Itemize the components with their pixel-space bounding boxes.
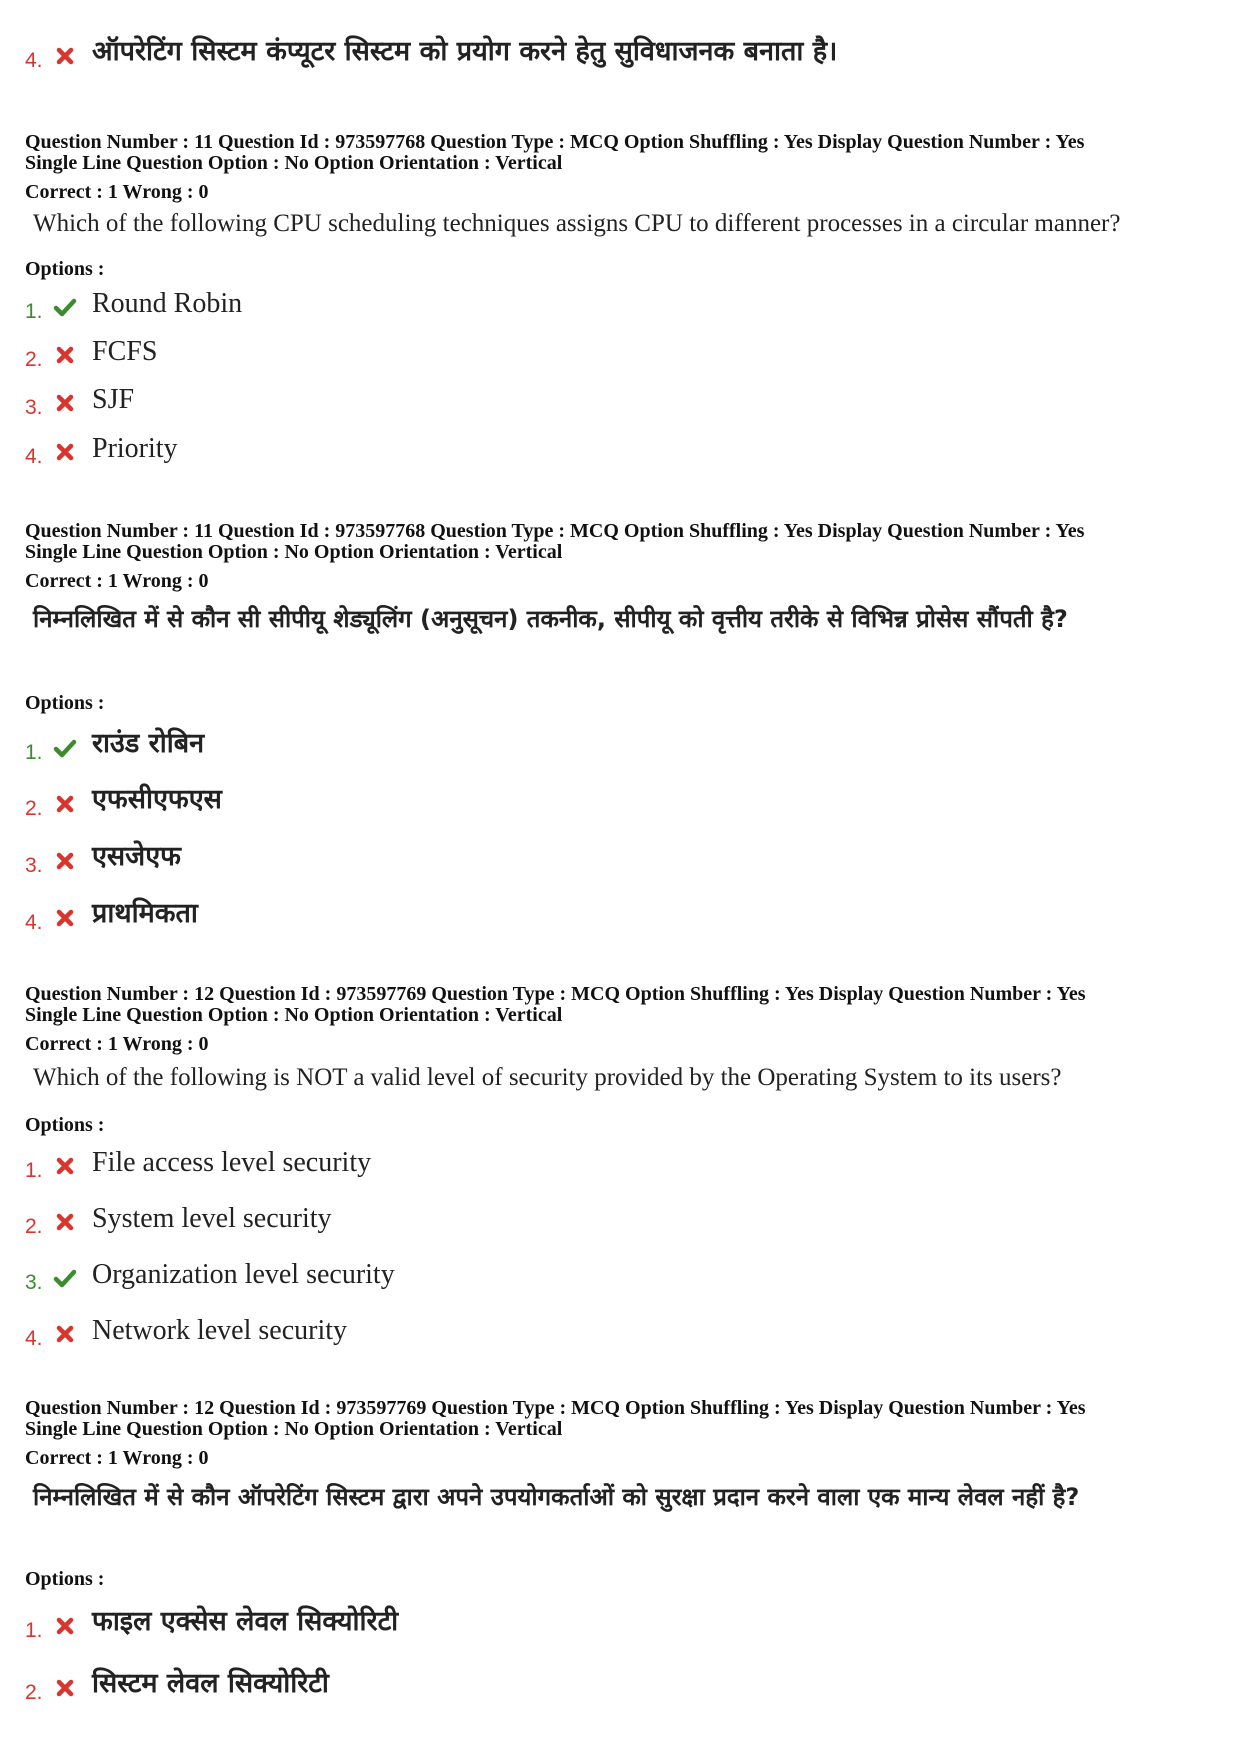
option-text: राउंड रोबिन xyxy=(92,728,205,759)
option-row xyxy=(0,30,1240,74)
option-number: 1. xyxy=(25,300,43,323)
option-row xyxy=(0,1196,1240,1240)
question-meta-line: Question Number : 12 Question Id : 973597769 Question Type : MCQ Option Shuffling : Yes Display Question Number : Yes xyxy=(25,983,1086,1005)
cross-icon xyxy=(53,440,77,464)
option-row xyxy=(0,1308,1240,1352)
cross-icon xyxy=(53,1322,77,1346)
option-number: 2. xyxy=(25,1681,43,1704)
question-text: निम्नलिखित में से कौन ऑपरेटिंग सिस्टम द्वारा अपने उपयोगकर्ताओं को सुरक्षा प्रदान करने वाला एक मान्य लेवल नहीं है? xyxy=(33,1483,1080,1511)
question-meta-line: Single Line Question Option : No Option Orientation : Vertical xyxy=(25,1004,563,1026)
option-text: FCFS xyxy=(92,336,158,367)
option-number: 4. xyxy=(25,911,43,934)
cross-icon xyxy=(53,1614,77,1638)
option-row xyxy=(0,778,1240,822)
question-text: निम्नलिखित में से कौन सी सीपीयू शेड्यूलिंग (अनुसूचन) तकनीक, सीपीयू को वृत्तीय तरीके से विभिन्न प्रोसेस सौंपती है? xyxy=(33,605,1068,633)
option-number: 2. xyxy=(25,348,43,371)
option-row xyxy=(0,329,1240,373)
option-row xyxy=(0,722,1240,766)
option-text: फाइल एक्सेस लेवल सिक्योरिटी xyxy=(92,1606,399,1637)
question-marks: Correct : 1 Wrong : 0 xyxy=(25,1447,209,1469)
option-text: प्राथमिकता xyxy=(92,898,198,929)
option-number: 3. xyxy=(25,854,43,877)
question-meta-line: Single Line Question Option : No Option Orientation : Vertical xyxy=(25,152,563,174)
cross-icon xyxy=(53,391,77,415)
question-meta-line: Question Number : 11 Question Id : 973597768 Question Type : MCQ Option Shuffling : Yes Display Question Number : Yes xyxy=(25,520,1085,542)
option-row xyxy=(0,835,1240,879)
option-text: ऑपरेटिंग सिस्टम कंप्यूटर सिस्टम को प्रयोग करने हेतु सुविधाजनक बनाता है। xyxy=(92,36,838,67)
option-row xyxy=(0,1252,1240,1296)
option-text: Priority xyxy=(92,433,178,464)
option-row xyxy=(0,892,1240,936)
options-label: Options : xyxy=(25,258,105,280)
cross-icon xyxy=(53,792,77,816)
option-text: Organization level security xyxy=(92,1259,395,1290)
option-text: System level security xyxy=(92,1203,332,1234)
question-marks: Correct : 1 Wrong : 0 xyxy=(25,570,209,592)
cross-icon xyxy=(53,1154,77,1178)
option-row xyxy=(0,377,1240,421)
check-icon xyxy=(53,1266,77,1290)
option-number: 4. xyxy=(25,445,43,468)
question-text: Which of the following CPU scheduling techniques assigns CPU to different processes in a circular manner? xyxy=(33,210,1121,237)
question-meta-line: Question Number : 11 Question Id : 973597768 Question Type : MCQ Option Shuffling : Yes Display Question Number : Yes xyxy=(25,131,1085,153)
cross-icon xyxy=(53,1210,77,1234)
question-marks: Correct : 1 Wrong : 0 xyxy=(25,181,209,203)
option-text: SJF xyxy=(92,384,135,415)
question-marks: Correct : 1 Wrong : 0 xyxy=(25,1033,209,1055)
check-icon xyxy=(53,736,77,760)
option-number: 2. xyxy=(25,797,43,820)
option-number: 3. xyxy=(25,396,43,419)
option-number: 1. xyxy=(25,741,43,764)
question-meta-line: Single Line Question Option : No Option Orientation : Vertical xyxy=(25,541,563,563)
options-label: Options : xyxy=(25,692,105,714)
option-row xyxy=(0,1662,1240,1706)
question-text: Which of the following is NOT a valid level of security provided by the Operating System to its users? xyxy=(33,1064,1062,1091)
check-icon xyxy=(53,295,77,319)
option-number: 1. xyxy=(25,1159,43,1182)
cross-icon xyxy=(53,1676,77,1700)
option-text: एसजेएफ xyxy=(92,841,181,872)
option-text: Network level security xyxy=(92,1315,348,1346)
option-number: 3. xyxy=(25,1271,43,1294)
option-number: 4. xyxy=(25,1327,43,1350)
option-number: 1. xyxy=(25,1619,43,1642)
cross-icon xyxy=(53,343,77,367)
question-meta-line: Question Number : 12 Question Id : 973597769 Question Type : MCQ Option Shuffling : Yes Display Question Number : Yes xyxy=(25,1397,1086,1419)
question-meta-line: Single Line Question Option : No Option Orientation : Vertical xyxy=(25,1418,563,1440)
option-text: सिस्टम लेवल सिक्योरिटी xyxy=(92,1668,329,1699)
option-text: Round Robin xyxy=(92,288,243,319)
option-text: File access level security xyxy=(92,1147,372,1178)
option-number: 4. xyxy=(25,49,43,72)
option-row xyxy=(0,1140,1240,1184)
option-row xyxy=(0,281,1240,325)
option-text: एफसीएफएस xyxy=(92,784,222,815)
option-row xyxy=(0,426,1240,470)
cross-icon xyxy=(53,849,77,873)
cross-icon xyxy=(53,44,77,68)
cross-icon xyxy=(53,906,77,930)
option-number: 2. xyxy=(25,1215,43,1238)
option-row xyxy=(0,1600,1240,1644)
options-label: Options : xyxy=(25,1568,105,1590)
options-label: Options : xyxy=(25,1114,105,1136)
